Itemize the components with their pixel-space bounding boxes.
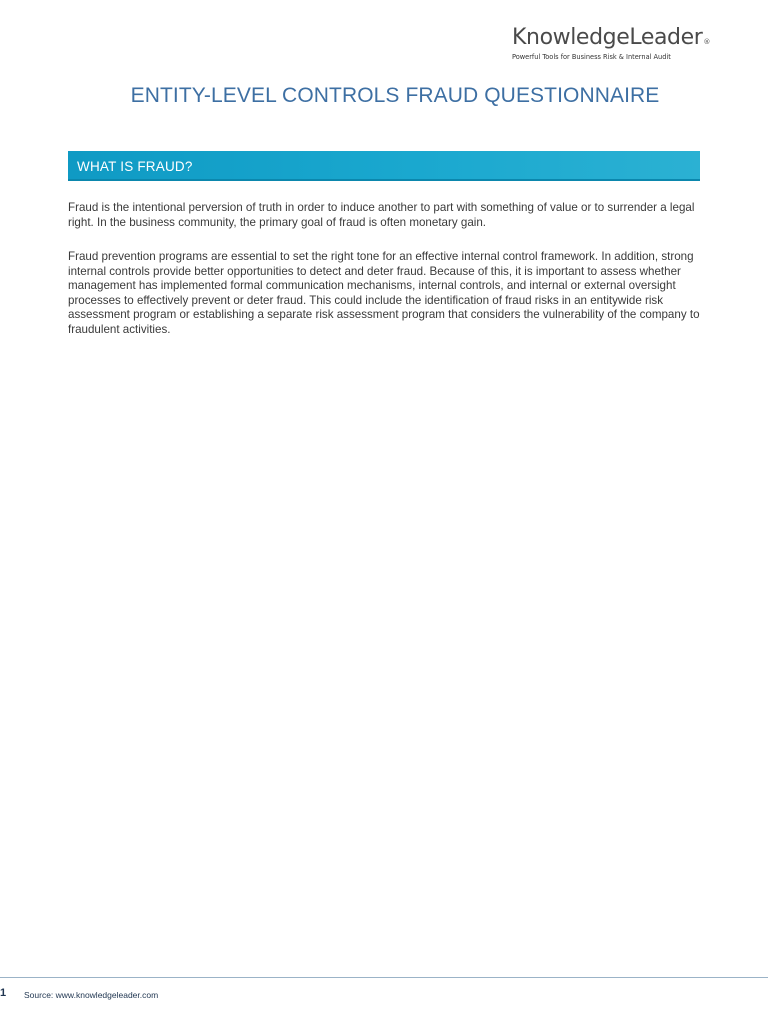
registered-mark: ®: [703, 38, 710, 46]
logo-wordmark-part-b: Leader: [629, 25, 703, 50]
page-title: ENTITY-LEVEL CONTROLS FRAUD QUESTIONNAIRE: [130, 84, 660, 107]
footer-source: Source: www.knowledgeleader.com: [24, 990, 159, 1000]
logo-tagline: Powerful Tools for Business Risk & Internal Audit: [512, 53, 671, 61]
paragraph-fraud-prevention: Fraud prevention programs are essential to set the right tone for an effective internal control framework. In addition, strong internal controls provide better opportunities to detect and deter fraud. Because of this, it is important to assess whether management has implemented formal communication mechanisms, internal controls, and internal or external oversight processes to effectively prevent or deter fraud. This could include the identification of fraud risks in an entitywide risk assessment program or establishing a separate risk assessment program that considers the vulnerability of the company to fraudulent activities.: [68, 250, 700, 336]
page-number: 1: [0, 987, 7, 999]
paragraph-fraud-definition: Fraud is the intentional perversion of truth in order to induce another to part with something of value or to surrender a legal right. In the business community, the primary goal of fraud is often monetary gain.: [68, 201, 695, 229]
logo-wordmark: [512, 24, 712, 52]
footer-divider: [0, 977, 768, 978]
knowledgeleader-logo: [512, 24, 712, 61]
section-heading-bar: [68, 151, 700, 181]
logo-wordmark-part-a: Knowledge: [512, 25, 630, 50]
section-heading: WHAT IS FRAUD?: [77, 159, 193, 174]
